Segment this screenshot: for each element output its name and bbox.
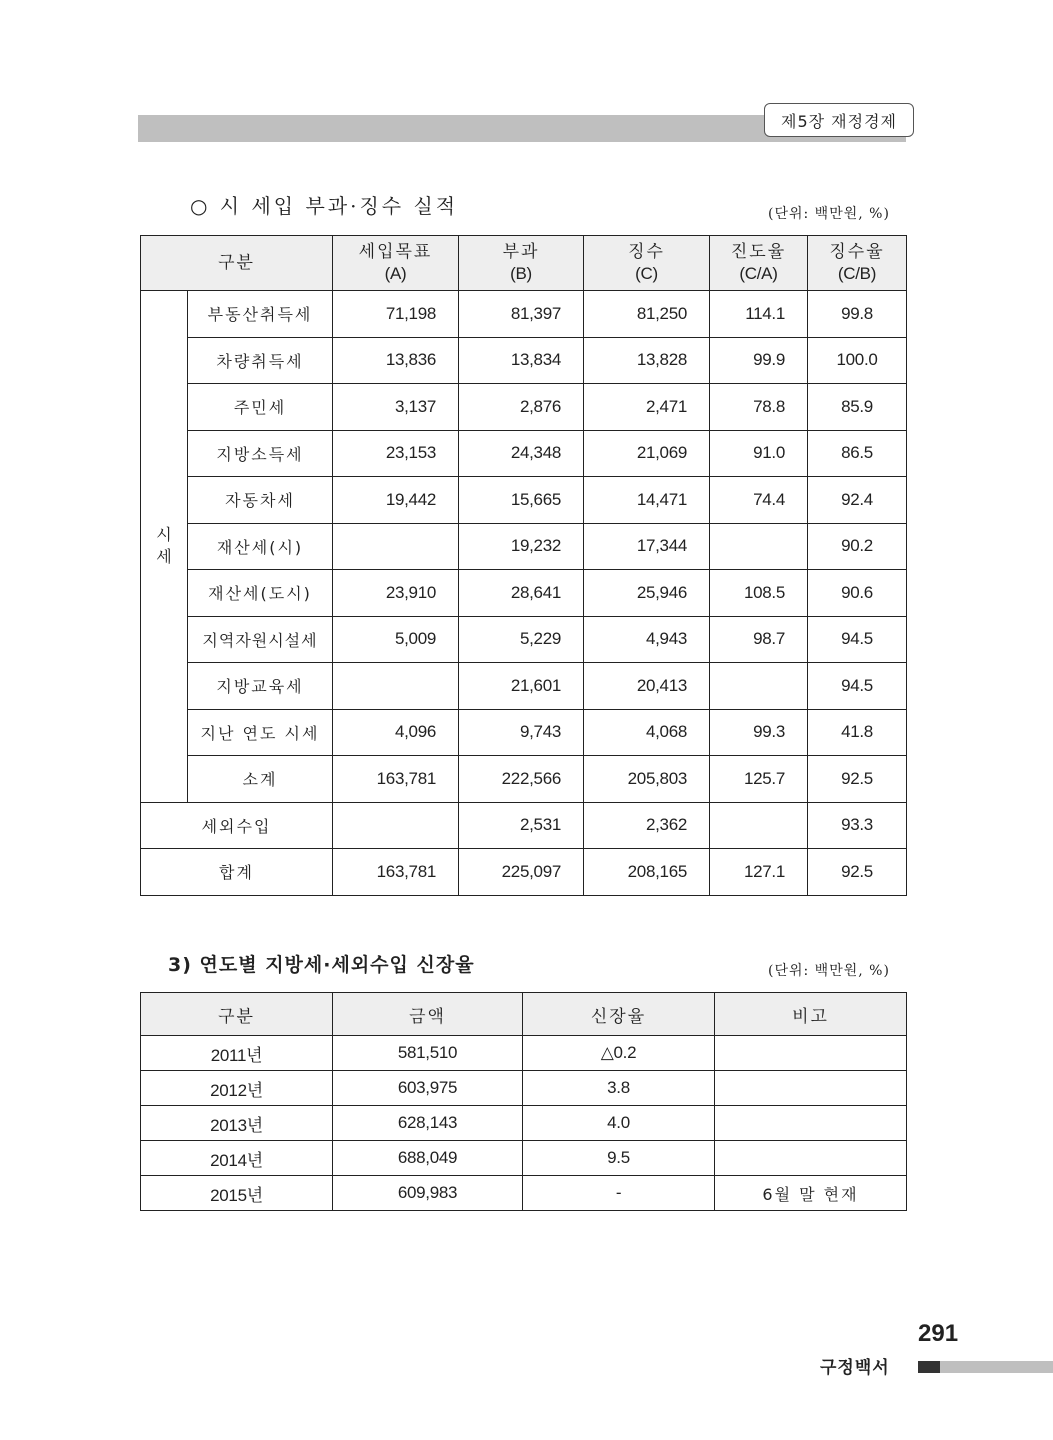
- header-target: [333, 236, 459, 291]
- cell-progress: 99.9: [710, 337, 808, 384]
- cell-note: [715, 1071, 907, 1106]
- cell-progress: 91.0: [710, 430, 808, 477]
- header-growth: 신장율: [523, 993, 715, 1036]
- row-item: 자동차세: [188, 477, 333, 524]
- cell-note: [715, 1141, 907, 1176]
- cell-rate: 90.6: [808, 570, 907, 617]
- header-progress: [710, 236, 808, 291]
- unit-label: (단위: 백만원, %): [768, 206, 890, 222]
- cell-progress: 98.7: [710, 616, 808, 663]
- cell-progress: 127.1: [710, 849, 808, 896]
- section-title: ○ 시 세입 부과·징수 실적: [190, 194, 459, 218]
- cell-year: 2014년: [141, 1141, 333, 1176]
- cell-note: 6월 말 현재: [715, 1176, 907, 1211]
- cell-target: 163,781: [333, 756, 459, 803]
- cell-collect: 4,943: [584, 616, 710, 663]
- cell-target: 13,836: [333, 337, 459, 384]
- row-item: 소계: [188, 756, 333, 803]
- header-category: 구분: [141, 236, 333, 291]
- cell-target: 71,198: [333, 291, 459, 338]
- footer-bar: [940, 1361, 1053, 1373]
- header-category: 구분: [141, 993, 333, 1036]
- cell-target: [333, 663, 459, 710]
- cell-collect: 14,471: [584, 477, 710, 524]
- cell-rate: 94.5: [808, 663, 907, 710]
- total-row: [141, 849, 907, 896]
- cell-levy: 13,834: [459, 337, 584, 384]
- cell-collect: 17,344: [584, 523, 710, 570]
- cell-note: [715, 1106, 907, 1141]
- row-item: 재산세(도시): [188, 570, 333, 617]
- table-row: [141, 663, 907, 710]
- header-target-label: 세입목표: [358, 242, 433, 262]
- cell-collect: 208,165: [584, 849, 710, 896]
- table-row: [141, 337, 907, 384]
- cell-collect: 20,413: [584, 663, 710, 710]
- cell-target: 4,096: [333, 709, 459, 756]
- table-row: [141, 709, 907, 756]
- subtotal-row: [141, 756, 907, 803]
- cell-collect: 2,471: [584, 384, 710, 431]
- cell-rate: 99.8: [808, 291, 907, 338]
- chapter-tab: 제5장 재정경제: [764, 103, 914, 137]
- table-row: [141, 1071, 907, 1106]
- cell-collect: 2,362: [584, 802, 710, 849]
- row-item: 지방교육세: [188, 663, 333, 710]
- table-row: [141, 523, 907, 570]
- header-collect: [584, 236, 710, 291]
- row-item: 차량취득세: [188, 337, 333, 384]
- header-amount: 금액: [333, 993, 523, 1036]
- table-row: [141, 477, 907, 524]
- cell-growth: -: [523, 1176, 715, 1211]
- cell-rate: 92.5: [808, 849, 907, 896]
- cell-levy: 15,665: [459, 477, 584, 524]
- table-row: [141, 430, 907, 477]
- table-row: [141, 1176, 907, 1211]
- cell-collect: 25,946: [584, 570, 710, 617]
- table-row: [141, 616, 907, 663]
- header-collect-code: (C): [635, 264, 658, 283]
- header-progress-code: (C/A): [739, 264, 778, 283]
- cell-progress: [710, 802, 808, 849]
- cell-rate: 94.5: [808, 616, 907, 663]
- cell-progress: 99.3: [710, 709, 808, 756]
- cell-target: 19,442: [333, 477, 459, 524]
- row-item: 지역자원시설세: [188, 616, 333, 663]
- header-note: 비고: [715, 993, 907, 1036]
- cell-target: [333, 802, 459, 849]
- cell-progress: [710, 663, 808, 710]
- cell-progress: 125.7: [710, 756, 808, 803]
- cell-rate: 41.8: [808, 709, 907, 756]
- cell-progress: 74.4: [710, 477, 808, 524]
- cell-collect: 81,250: [584, 291, 710, 338]
- header-levy: [459, 236, 584, 291]
- table-header-row: [141, 993, 907, 1036]
- cell-levy: 222,566: [459, 756, 584, 803]
- table-row: [141, 291, 907, 338]
- cell-note: [715, 1036, 907, 1071]
- header-rate-label: 징수율: [829, 242, 885, 262]
- cell-target: [333, 523, 459, 570]
- cell-levy: 81,397: [459, 291, 584, 338]
- table-row: [141, 1106, 907, 1141]
- cell-year: 2012년: [141, 1071, 333, 1106]
- row-item: 재산세(시): [188, 523, 333, 570]
- cell-growth: 4.0: [523, 1106, 715, 1141]
- page-number: 291: [918, 1320, 959, 1347]
- section2-title: 3) 연도별 지방세·세외수입 신장율: [168, 954, 475, 976]
- growth-rate-table: [140, 992, 907, 1211]
- row-item: 합계: [141, 849, 333, 896]
- row-item: 부동산취득세: [188, 291, 333, 338]
- cell-progress: 108.5: [710, 570, 808, 617]
- cell-progress: 78.8: [710, 384, 808, 431]
- cell-amount: 603,975: [333, 1071, 523, 1106]
- cell-levy: 2,876: [459, 384, 584, 431]
- cell-collect: 13,828: [584, 337, 710, 384]
- cell-rate: 92.4: [808, 477, 907, 524]
- header-collect-label: 징수: [628, 242, 665, 262]
- cell-levy: 19,232: [459, 523, 584, 570]
- cell-target: 3,137: [333, 384, 459, 431]
- header-rate-code: (C/B): [837, 264, 877, 283]
- header-levy-label: 부과: [502, 242, 540, 262]
- cell-amount: 628,143: [333, 1106, 523, 1141]
- row-item: 지방소득세: [188, 430, 333, 477]
- cell-levy: 21,601: [459, 663, 584, 710]
- table-row: [141, 570, 907, 617]
- cell-rate: 85.9: [808, 384, 907, 431]
- cell-target: 23,153: [333, 430, 459, 477]
- cell-collect: 205,803: [584, 756, 710, 803]
- cell-levy: 225,097: [459, 849, 584, 896]
- row-item: 주민세: [188, 384, 333, 431]
- row-item: 세외수입: [141, 802, 333, 849]
- cell-levy: 24,348: [459, 430, 584, 477]
- cell-year: 2011년: [141, 1036, 333, 1071]
- table-row: [141, 1141, 907, 1176]
- cell-growth: 9.5: [523, 1141, 715, 1176]
- header-levy-code: (B): [510, 264, 532, 283]
- table-row: [141, 1036, 907, 1071]
- cell-target: 163,781: [333, 849, 459, 896]
- group-label: 시세: [141, 291, 188, 803]
- book-title: 구정백서: [820, 1358, 890, 1378]
- cell-rate: 90.2: [808, 523, 907, 570]
- row-item: 지난 연도 시세: [188, 709, 333, 756]
- cell-levy: 5,229: [459, 616, 584, 663]
- cell-rate: 92.5: [808, 756, 907, 803]
- footer-bar-accent: [918, 1361, 940, 1373]
- cell-growth: △0.2: [523, 1036, 715, 1071]
- cell-year: 2015년: [141, 1176, 333, 1211]
- unit-label-2: (단위: 백만원, %): [768, 963, 890, 979]
- cell-collect: 4,068: [584, 709, 710, 756]
- cell-amount: 688,049: [333, 1141, 523, 1176]
- cell-levy: 2,531: [459, 802, 584, 849]
- cell-collect: 21,069: [584, 430, 710, 477]
- cell-target: 5,009: [333, 616, 459, 663]
- table-row: [141, 384, 907, 431]
- cell-year: 2013년: [141, 1106, 333, 1141]
- cell-amount: 581,510: [333, 1036, 523, 1071]
- cell-amount: 609,983: [333, 1176, 523, 1211]
- table-header-row: [141, 236, 907, 291]
- nontax-row: [141, 802, 907, 849]
- cell-target: 23,910: [333, 570, 459, 617]
- header-target-code: (A): [384, 264, 407, 283]
- cell-rate: 100.0: [808, 337, 907, 384]
- tax-collection-table: [140, 235, 907, 896]
- cell-rate: 93.3: [808, 802, 907, 849]
- cell-progress: [710, 523, 808, 570]
- header-rate: [808, 236, 907, 291]
- cell-rate: 86.5: [808, 430, 907, 477]
- header-progress-label: 진도율: [730, 242, 787, 262]
- cell-growth: 3.8: [523, 1071, 715, 1106]
- cell-levy: 28,641: [459, 570, 584, 617]
- cell-levy: 9,743: [459, 709, 584, 756]
- cell-progress: 114.1: [710, 291, 808, 338]
